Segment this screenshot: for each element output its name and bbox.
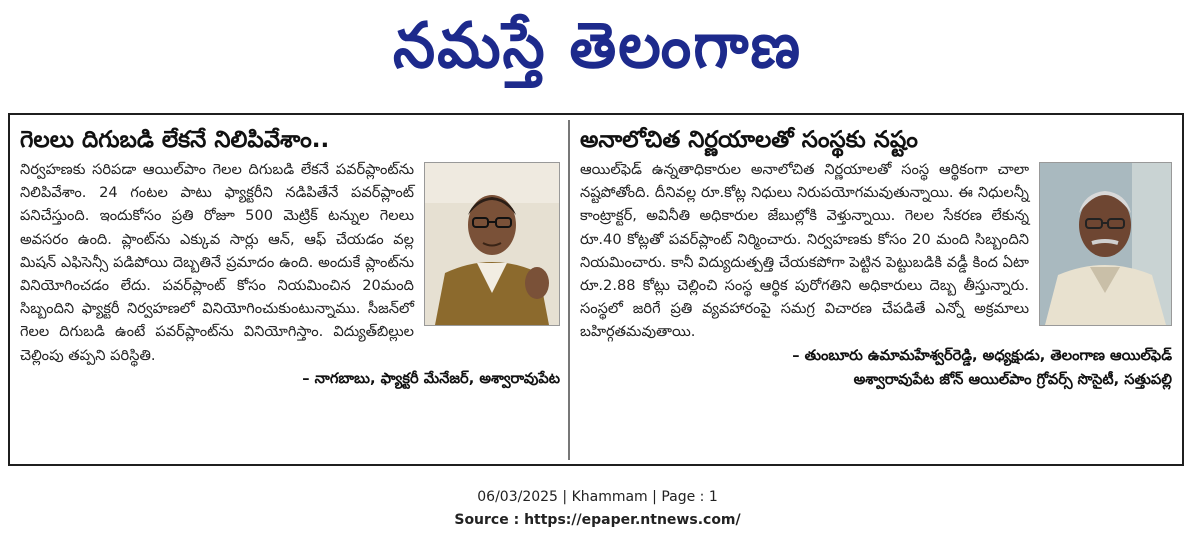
right-article: [580, 122, 1172, 392]
footer-source-link[interactable]: Source : https://epaper.ntnews.com/: [454, 512, 741, 528]
right-signature-line2: అశ్వారావుపేట జోన్ ఆయిల్‌పాం గ్రోవర్స్ సొసైటీ, సత్తుపల్లి: [853, 370, 1172, 388]
right-signature-line1: – తుంబూరు ఉమామహేశ్వర్‌రెడ్డి, అధ్యక్షుడు, తెలంగాణ ఆయిల్‌ఫెడ్: [792, 346, 1172, 364]
association-president-photo: [1039, 162, 1172, 326]
factory-manager-photo: [424, 162, 560, 326]
column-divider: [568, 120, 570, 460]
person-photo-icon: [425, 163, 559, 325]
left-headline: గెలలు దిగుబడి లేకనే నిలిపివేశాం..: [20, 127, 330, 153]
right-body: ఆయిల్‌ఫెడ్ ఉన్నతాధికారుల అనాలోచిత నిర్ణయాలతో సంస్థ ఆర్థికంగా చాలా నష్టపోతోంది. దీనివల్ల రూ.కోట్ల నిధులు నిరుపయోగమవుతున్నాయి. ఈ నిధులన్నీ కాంట్రాక్టర్, అవినీతి అధికారుల జేబుల్లోకి వెళ్తున్నాయి. గెలల సేకరణ లేకున్న రూ.40 కోట్లతో పవర్‌ప్లాంట్ నిర్మించారు. నిర్వహణకు కోసం 20 మంది సిబ్బందిని నియమించారు. కానీ విద్యుదుత్పత్తి చేయకపోగా పెట్టిన పెట్టుబడికి వడ్డీ కింద ఏటా రూ.2.88 కోట్లు చెల్లించి సంస్థ ఆర్థిక పురోగతిని అధికారులు దెబ్బ తీస్తున్నారు. సంస్థలో జరిగే ప్రతి వ్యవహారంపై సమగ్ర విచారణ చేపడితే ఎన్నో అక్రమాలు బహిర్గతమవుతాయి.: [580, 161, 1029, 341]
person-photo-icon: [1040, 163, 1171, 325]
left-signature: – నాగబాబు, ఫ్యాక్టరీ మేనేజర్, అశ్వారావుపేట: [302, 369, 560, 387]
footer-meta: 06/03/2025 | Khammam | Page : 1: [477, 489, 718, 505]
left-body: నిర్వహణకు సరిపడా ఆయిల్‌పాం గెలల దిగుబడి లేకనే పవర్‌ప్లాంట్‌ను నిలిపివేశాం. 24 గంటల పాటు ఫ్యాక్టరీని నడిపితేనే పవర్‌ప్లాంట్ పనిచేస్తుంది. ఇందుకోసం ప్రతి రోజూ 500 మెట్రిక్ టన్నుల గెలలు అవసరం ఉంది. ప్లాంట్‌ను ఎక్కువ సార్లు ఆన్, ఆఫ్ చేయడం వల్ల మిషన్ ఎఫిసెన్సీ పడిపోయి దెబ్బతినే ప్రమాదం ఉంది. అందుకే ప్లాంట్‌ను వినియోగించడం లేదు. పవర్‌ప్లాంట్ కోసం నియమించిన 20మంది సిబ్బందిని ఫ్యాక్టరీ నిర్వహణలో వినియోగించుకుంటున్నాము. సీజన్‌లో గెలల దిగుబడి ఉంటే పవర్‌ప్లాంట్‌ను వినియోగిస్తాం. విద్యుత్‌బిల్లుల చెల్లింపు తప్పని పరిస్థితి.: [20, 161, 414, 364]
right-headline: అనాలోచిత నిర్ణయాలతో సంస్థకు నష్టం: [580, 127, 918, 153]
left-article: [20, 122, 560, 391]
masthead: [0, 0, 1195, 100]
newspaper-logo: నమస్తే తెలంగాణ: [392, 9, 803, 83]
